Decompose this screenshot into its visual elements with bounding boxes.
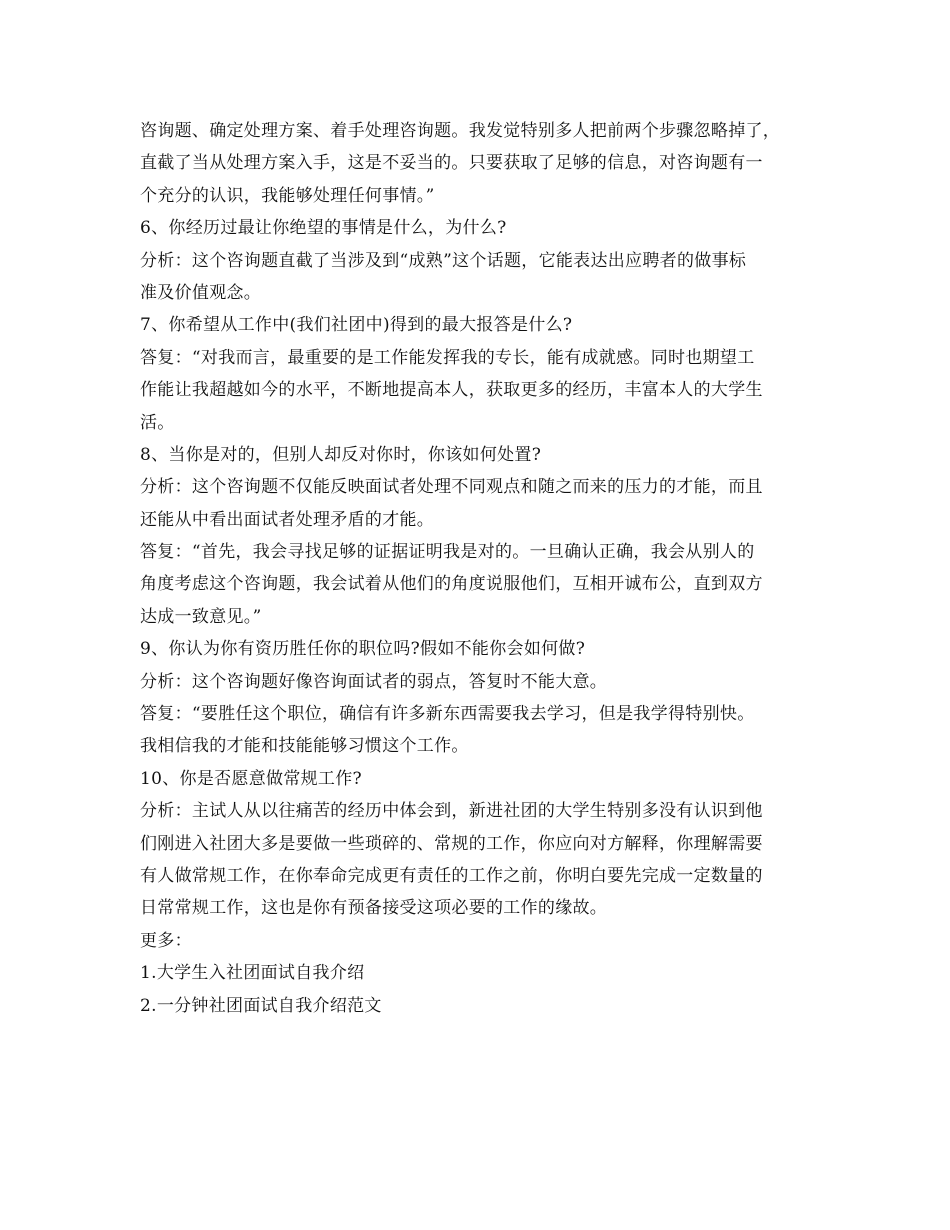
- question-6: 6、你经历过最让你绝望的事情是什么，为什么?: [140, 218, 507, 239]
- more-link-1: 1.大学生入社团面试自我介绍: [140, 963, 365, 984]
- analysis-8: 分析：这个咨询题不仅能反映面试者处理不同观点和随之而来的压力的才能，而且: [140, 477, 763, 498]
- text-line: 直截了当从处理方案入手，这是不妥当的。只要获取了足够的信息，对咨询题有一: [140, 153, 763, 174]
- question-7: 7、你希望从工作中(我们社团中)得到的最大报答是什么?: [140, 315, 573, 336]
- document-body: [140, 115, 820, 1022]
- text-line: 活。: [140, 412, 175, 433]
- more-heading: 更多：: [140, 930, 192, 951]
- question-8: 8、当你是对的，但别人却反对你时，你该如何处置?: [140, 444, 542, 465]
- text-line: 作能让我超越如今的水平，不断地提高本人，获取更多的经历，丰富本人的大学生: [140, 380, 763, 401]
- question-10: 10、你是否愿意做常规工作?: [140, 768, 362, 789]
- text-line: 角度考虑这个咨询题，我会试着从他们的角度说服他们，互相开诚布公，直到双方: [140, 574, 763, 595]
- text-line: 咨询题、确定处理方案、着手处理咨询题。我发觉特别多人把前两个步骤忽略掉了，: [140, 121, 781, 141]
- analysis-6: 分析：这个咨询题直截了当涉及到“成熟”这个话题，它能表达出应聘者的做事标: [140, 250, 747, 271]
- text-line: 准及价值观念。: [140, 282, 262, 303]
- answer-8: 答复：“首先，我会寻找足够的证据证明我是对的。一旦确认正确，我会从别人的: [140, 542, 755, 563]
- text-line: 我相信我的才能和技能能够习惯这个工作。: [140, 736, 469, 757]
- analysis-10: 分析：主试人从以往痛苦的经历中体会到，新进社团的大学生特别多没有认识到他: [140, 801, 763, 822]
- text-line: 们刚进入社团大多是要做一些琐碎的、常规的工作，你应向对方解释，你理解需要: [140, 833, 763, 854]
- text-line: 有人做常规工作，在你奉命完成更有责任的工作之前，你明白要先完成一定数量的: [140, 865, 763, 886]
- answer-9: 答复：“要胜任这个职位，确信有许多新东西需要我去学习，但是我学得特别快。: [140, 704, 755, 725]
- text-line: 达成一致意见。”: [140, 606, 262, 627]
- text-line: 还能从中看出面试者处理矛盾的才能。: [140, 509, 435, 530]
- question-9: 9、你认为你有资历胜任你的职位吗?假如不能你会如何做?: [140, 639, 586, 660]
- analysis-9: 分析：这个咨询题好像咨询面试者的弱点，答复时不能大意。: [140, 671, 608, 692]
- more-link-2: 2.一分钟社团面试自我介绍范文: [140, 995, 382, 1016]
- text-line: 个充分的认识，我能够处理任何事情。”: [140, 185, 435, 206]
- answer-7: 答复：“对我而言，最重要的是工作能发挥我的专长，能有成就感。同时也期望工: [140, 347, 755, 368]
- text-line: 日常常规工作，这也是你有预备接受这项必要的工作的缘故。: [140, 898, 608, 919]
